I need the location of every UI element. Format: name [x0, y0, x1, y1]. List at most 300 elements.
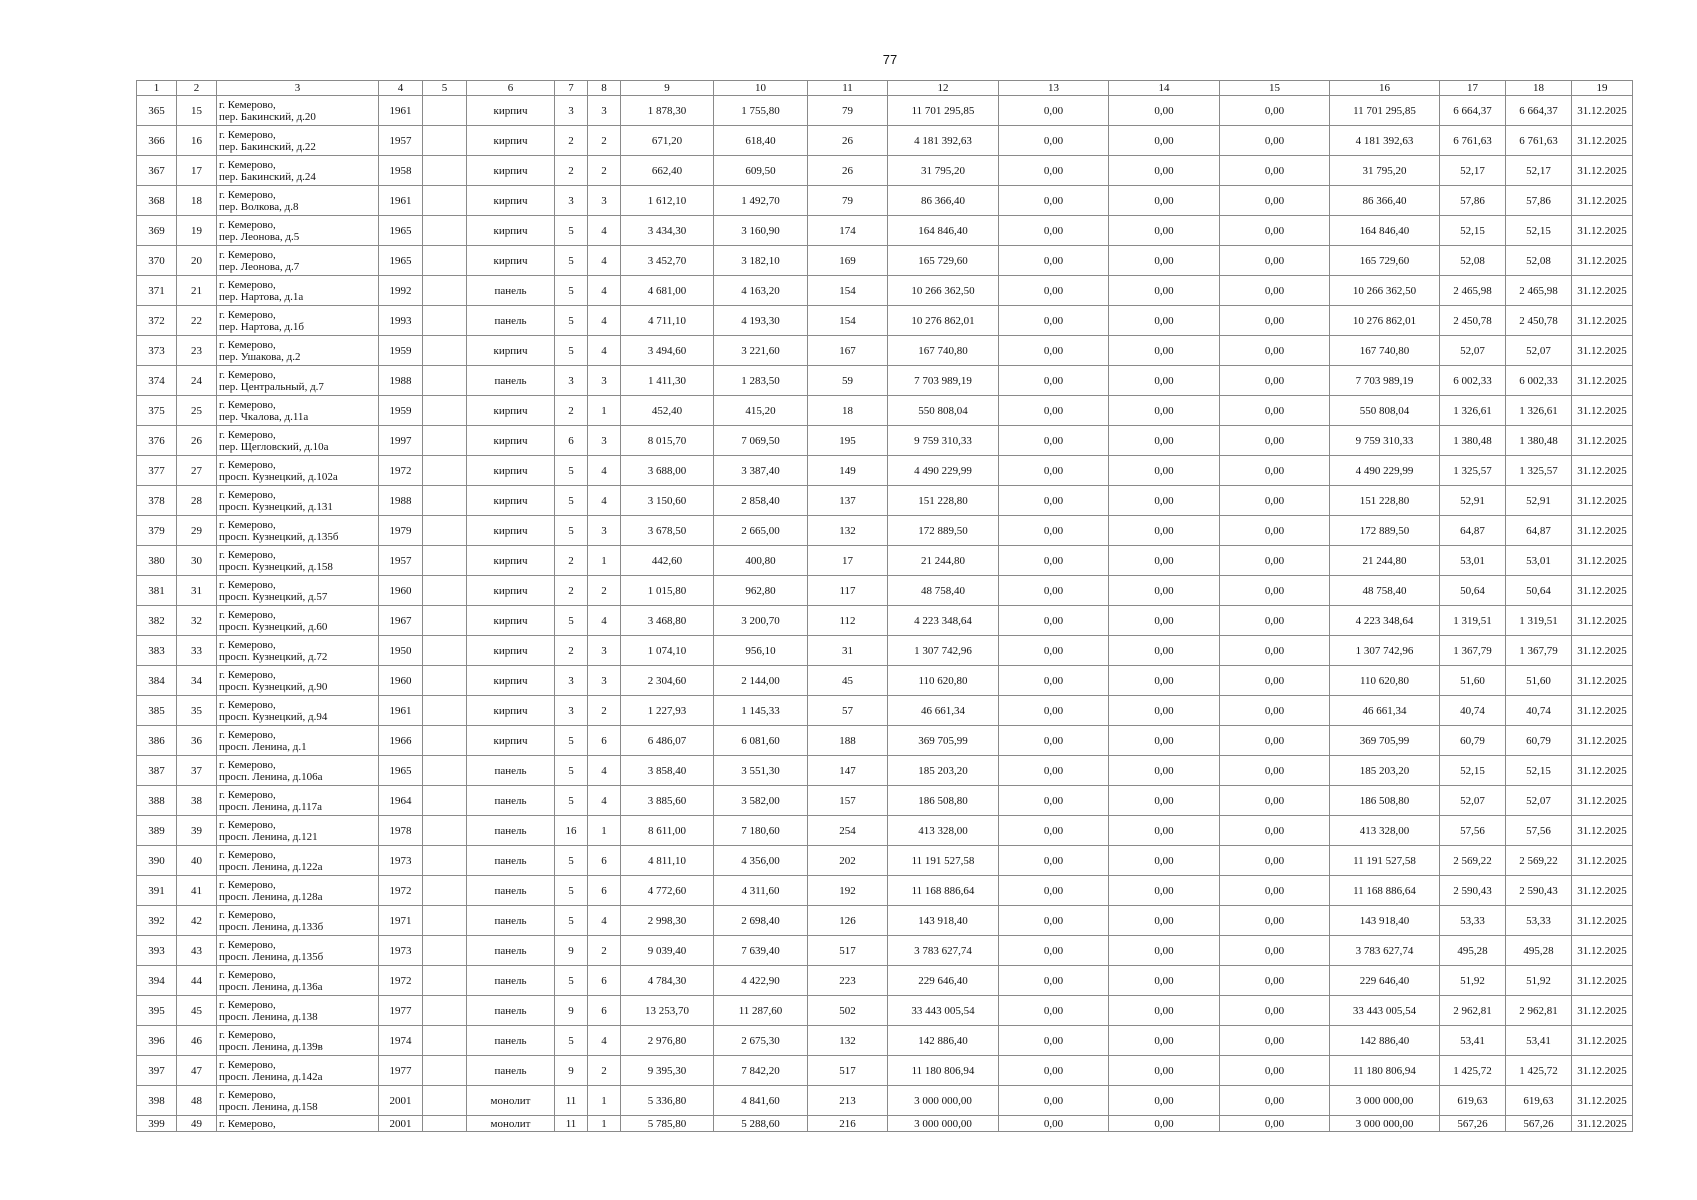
- table-row: [137, 516, 1633, 546]
- col5-cell: [423, 396, 467, 426]
- col5-cell: [423, 1026, 467, 1056]
- table-row: [137, 576, 1633, 606]
- col14-cell: 0,00: [1109, 1086, 1220, 1116]
- col13-cell: 0,00: [999, 186, 1109, 216]
- date-cell: 31.12.2025: [1572, 216, 1633, 246]
- living-area-cell: 400,80: [714, 546, 808, 576]
- entrances-cell: 1: [588, 396, 621, 426]
- address-cell: [217, 456, 379, 486]
- living-area-cell: 1 145,33: [714, 696, 808, 726]
- col14-cell: 0,00: [1109, 486, 1220, 516]
- col13-cell: 0,00: [999, 96, 1109, 126]
- local-number-cell: 15: [177, 96, 217, 126]
- col15-cell: 0,00: [1220, 486, 1330, 516]
- houses-table: [136, 80, 1633, 1132]
- address-cell: [217, 486, 379, 516]
- row-number-cell: 380: [137, 546, 177, 576]
- material-cell: кирпич: [467, 546, 555, 576]
- col13-cell: 0,00: [999, 1116, 1109, 1132]
- row-number-cell: 378: [137, 486, 177, 516]
- total-cost-cell: 1 307 742,96: [888, 636, 999, 666]
- total-area-cell: 4 811,10: [621, 846, 714, 876]
- total-area-cell: 1 074,10: [621, 636, 714, 666]
- address-street: просп. Ленина, д.117а: [219, 800, 323, 813]
- living-area-cell: 4 193,30: [714, 306, 808, 336]
- address-cell: [217, 426, 379, 456]
- date-cell: 31.12.2025: [1572, 1086, 1633, 1116]
- col13-cell: 0,00: [999, 546, 1109, 576]
- total-area-cell: 3 885,60: [621, 786, 714, 816]
- col15-cell: 0,00: [1220, 1056, 1330, 1086]
- material-cell: панель: [467, 306, 555, 336]
- material-cell: панель: [467, 1056, 555, 1086]
- year-cell: 1997: [379, 426, 423, 456]
- entrances-cell: 1: [588, 816, 621, 846]
- col15-cell: 0,00: [1220, 336, 1330, 366]
- local-number-cell: 34: [177, 666, 217, 696]
- col16-cell: 10 266 362,50: [1330, 276, 1440, 306]
- floors-cell: 2: [555, 126, 588, 156]
- total-cost-cell: 10 266 362,50: [888, 276, 999, 306]
- date-cell: 31.12.2025: [1572, 1056, 1633, 1086]
- table-row: [137, 996, 1633, 1026]
- local-number-cell: 36: [177, 726, 217, 756]
- local-number-cell: 42: [177, 906, 217, 936]
- year-cell: 1988: [379, 366, 423, 396]
- address-cell: [217, 936, 379, 966]
- total-cost-cell: 7 703 989,19: [888, 366, 999, 396]
- column-number-7: 7: [555, 81, 588, 96]
- floors-cell: 2: [555, 636, 588, 666]
- residents-cell: 157: [808, 786, 888, 816]
- total-cost-cell: 143 918,40: [888, 906, 999, 936]
- column-number-row: [137, 81, 1633, 96]
- unit-cost-cell: 51,92: [1440, 966, 1506, 996]
- date-cell: 31.12.2025: [1572, 366, 1633, 396]
- unit-cost-cell: 40,74: [1440, 696, 1506, 726]
- address-city: г. Кемерово,: [219, 818, 276, 831]
- year-cell: 1965: [379, 216, 423, 246]
- total-area-cell: 3 468,80: [621, 606, 714, 636]
- address-street: просп. Ленина, д.138: [219, 1010, 318, 1023]
- address-city: г. Кемерово,: [219, 1028, 276, 1041]
- address-city: г. Кемерово,: [219, 278, 276, 291]
- year-cell: 1964: [379, 786, 423, 816]
- date-cell: 31.12.2025: [1572, 786, 1633, 816]
- row-number-cell: 384: [137, 666, 177, 696]
- living-area-cell: 3 387,40: [714, 456, 808, 486]
- limit-cost-cell: 64,87: [1506, 516, 1572, 546]
- local-number-cell: 22: [177, 306, 217, 336]
- col15-cell: 0,00: [1220, 606, 1330, 636]
- column-number-8: 8: [588, 81, 621, 96]
- table-row: [137, 786, 1633, 816]
- year-cell: 1959: [379, 396, 423, 426]
- residents-cell: 31: [808, 636, 888, 666]
- address-street: просп. Ленина, д.121: [219, 830, 318, 843]
- row-number-cell: 372: [137, 306, 177, 336]
- year-cell: 1977: [379, 996, 423, 1026]
- material-cell: кирпич: [467, 426, 555, 456]
- col5-cell: [423, 546, 467, 576]
- total-area-cell: 1 878,30: [621, 96, 714, 126]
- limit-cost-cell: 51,60: [1506, 666, 1572, 696]
- address-cell: [217, 576, 379, 606]
- local-number-cell: 47: [177, 1056, 217, 1086]
- entrances-cell: 4: [588, 306, 621, 336]
- local-number-cell: 39: [177, 816, 217, 846]
- unit-cost-cell: 1 326,61: [1440, 396, 1506, 426]
- year-cell: 1958: [379, 156, 423, 186]
- column-number-6: 6: [467, 81, 555, 96]
- limit-cost-cell: 1 380,48: [1506, 426, 1572, 456]
- local-number-cell: 20: [177, 246, 217, 276]
- col14-cell: 0,00: [1109, 1026, 1220, 1056]
- residents-cell: 169: [808, 246, 888, 276]
- material-cell: панель: [467, 906, 555, 936]
- total-area-cell: 3 434,30: [621, 216, 714, 246]
- col14-cell: 0,00: [1109, 876, 1220, 906]
- col14-cell: 0,00: [1109, 216, 1220, 246]
- residents-cell: 223: [808, 966, 888, 996]
- local-number-cell: 45: [177, 996, 217, 1026]
- address-city: г. Кемерово,: [219, 968, 276, 981]
- limit-cost-cell: 52,15: [1506, 756, 1572, 786]
- date-cell: 31.12.2025: [1572, 546, 1633, 576]
- address-city: г. Кемерово,: [219, 458, 276, 471]
- col15-cell: 0,00: [1220, 1116, 1330, 1132]
- local-number-cell: 17: [177, 156, 217, 186]
- unit-cost-cell: 1 319,51: [1440, 606, 1506, 636]
- column-number-3: 3: [217, 81, 379, 96]
- col13-cell: 0,00: [999, 636, 1109, 666]
- address-street: пер. Щегловский, д.10а: [219, 440, 329, 453]
- living-area-cell: 4 422,90: [714, 966, 808, 996]
- col14-cell: 0,00: [1109, 936, 1220, 966]
- col14-cell: 0,00: [1109, 906, 1220, 936]
- material-cell: панель: [467, 786, 555, 816]
- col14-cell: 0,00: [1109, 786, 1220, 816]
- column-number-2: 2: [177, 81, 217, 96]
- row-number-cell: 368: [137, 186, 177, 216]
- address-cell: [217, 1116, 379, 1132]
- living-area-cell: 3 582,00: [714, 786, 808, 816]
- address-cell: [217, 696, 379, 726]
- date-cell: 31.12.2025: [1572, 636, 1633, 666]
- table-row: [137, 726, 1633, 756]
- row-number-cell: 391: [137, 876, 177, 906]
- col13-cell: 0,00: [999, 1056, 1109, 1086]
- date-cell: 31.12.2025: [1572, 606, 1633, 636]
- unit-cost-cell: 2 590,43: [1440, 876, 1506, 906]
- local-number-cell: 40: [177, 846, 217, 876]
- total-cost-cell: 11 701 295,85: [888, 96, 999, 126]
- col13-cell: 0,00: [999, 966, 1109, 996]
- address-city: г. Кемерово,: [219, 698, 276, 711]
- residents-cell: 59: [808, 366, 888, 396]
- col15-cell: 0,00: [1220, 816, 1330, 846]
- floors-cell: 5: [555, 966, 588, 996]
- floors-cell: 5: [555, 606, 588, 636]
- unit-cost-cell: 2 450,78: [1440, 306, 1506, 336]
- unit-cost-cell: 1 367,79: [1440, 636, 1506, 666]
- col15-cell: 0,00: [1220, 546, 1330, 576]
- col5-cell: [423, 516, 467, 546]
- total-cost-cell: 413 328,00: [888, 816, 999, 846]
- col15-cell: 0,00: [1220, 756, 1330, 786]
- floors-cell: 5: [555, 786, 588, 816]
- date-cell: 31.12.2025: [1572, 1026, 1633, 1056]
- total-cost-cell: 9 759 310,33: [888, 426, 999, 456]
- total-area-cell: 2 976,80: [621, 1026, 714, 1056]
- living-area-cell: 4 163,20: [714, 276, 808, 306]
- address-city: г. Кемерово,: [219, 1058, 276, 1071]
- material-cell: монолит: [467, 1086, 555, 1116]
- address-street: просп. Кузнецкий, д.158: [219, 560, 333, 573]
- residents-cell: 45: [808, 666, 888, 696]
- floors-cell: 16: [555, 816, 588, 846]
- col14-cell: 0,00: [1109, 606, 1220, 636]
- date-cell: 31.12.2025: [1572, 486, 1633, 516]
- limit-cost-cell: 2 569,22: [1506, 846, 1572, 876]
- residents-cell: 154: [808, 276, 888, 306]
- col16-cell: 3 000 000,00: [1330, 1086, 1440, 1116]
- year-cell: 1973: [379, 936, 423, 966]
- entrances-cell: 4: [588, 486, 621, 516]
- col16-cell: 1 307 742,96: [1330, 636, 1440, 666]
- year-cell: 1967: [379, 606, 423, 636]
- col14-cell: 0,00: [1109, 966, 1220, 996]
- material-cell: панель: [467, 1026, 555, 1056]
- total-cost-cell: 4 223 348,64: [888, 606, 999, 636]
- date-cell: 31.12.2025: [1572, 276, 1633, 306]
- col14-cell: 0,00: [1109, 186, 1220, 216]
- col14-cell: 0,00: [1109, 546, 1220, 576]
- total-area-cell: 13 253,70: [621, 996, 714, 1026]
- limit-cost-cell: 619,63: [1506, 1086, 1572, 1116]
- col13-cell: 0,00: [999, 246, 1109, 276]
- col16-cell: 33 443 005,54: [1330, 996, 1440, 1026]
- living-area-cell: 1 283,50: [714, 366, 808, 396]
- col16-cell: 4 181 392,63: [1330, 126, 1440, 156]
- address-city: г. Кемерово,: [219, 998, 276, 1011]
- col14-cell: 0,00: [1109, 126, 1220, 156]
- unit-cost-cell: 53,33: [1440, 906, 1506, 936]
- unit-cost-cell: 53,01: [1440, 546, 1506, 576]
- material-cell: кирпич: [467, 126, 555, 156]
- col5-cell: [423, 666, 467, 696]
- year-cell: 1960: [379, 576, 423, 606]
- address-street: пер. Нартова, д.1б: [219, 320, 304, 333]
- unit-cost-cell: 1 425,72: [1440, 1056, 1506, 1086]
- column-number-13: 13: [999, 81, 1109, 96]
- col5-cell: [423, 456, 467, 486]
- total-cost-cell: 46 661,34: [888, 696, 999, 726]
- total-area-cell: 4 681,00: [621, 276, 714, 306]
- col5-cell: [423, 1116, 467, 1132]
- living-area-cell: 4 841,60: [714, 1086, 808, 1116]
- col13-cell: 0,00: [999, 426, 1109, 456]
- col5-cell: [423, 426, 467, 456]
- col15-cell: 0,00: [1220, 696, 1330, 726]
- date-cell: 31.12.2025: [1572, 516, 1633, 546]
- floors-cell: 3: [555, 696, 588, 726]
- address-street: пер. Ушакова, д.2: [219, 350, 301, 363]
- material-cell: кирпич: [467, 96, 555, 126]
- row-number-cell: 370: [137, 246, 177, 276]
- column-number-9: 9: [621, 81, 714, 96]
- col13-cell: 0,00: [999, 576, 1109, 606]
- col15-cell: 0,00: [1220, 246, 1330, 276]
- entrances-cell: 4: [588, 216, 621, 246]
- entrances-cell: 4: [588, 906, 621, 936]
- table-row: [137, 216, 1633, 246]
- local-number-cell: 44: [177, 966, 217, 996]
- residents-cell: 192: [808, 876, 888, 906]
- address-city: г. Кемерово,: [219, 218, 276, 231]
- material-cell: кирпич: [467, 186, 555, 216]
- address-city: г. Кемерово,: [219, 548, 276, 561]
- material-cell: панель: [467, 816, 555, 846]
- total-cost-cell: 110 620,80: [888, 666, 999, 696]
- entrances-cell: 3: [588, 636, 621, 666]
- column-number-10: 10: [714, 81, 808, 96]
- row-number-cell: 376: [137, 426, 177, 456]
- col14-cell: 0,00: [1109, 816, 1220, 846]
- total-cost-cell: 185 203,20: [888, 756, 999, 786]
- table-row: [137, 366, 1633, 396]
- row-number-cell: 387: [137, 756, 177, 786]
- address-street: просп. Кузнецкий, д.57: [219, 590, 328, 603]
- entrances-cell: 4: [588, 276, 621, 306]
- material-cell: кирпич: [467, 516, 555, 546]
- year-cell: 1979: [379, 516, 423, 546]
- col16-cell: 142 886,40: [1330, 1026, 1440, 1056]
- col5-cell: [423, 606, 467, 636]
- col14-cell: 0,00: [1109, 1056, 1220, 1086]
- residents-cell: 117: [808, 576, 888, 606]
- address-cell: [217, 546, 379, 576]
- col13-cell: 0,00: [999, 846, 1109, 876]
- total-cost-cell: 369 705,99: [888, 726, 999, 756]
- entrances-cell: 3: [588, 96, 621, 126]
- unit-cost-cell: 567,26: [1440, 1116, 1506, 1132]
- total-area-cell: 1 227,93: [621, 696, 714, 726]
- material-cell: кирпич: [467, 156, 555, 186]
- local-number-cell: 32: [177, 606, 217, 636]
- address-street: пер. Нартова, д.1а: [219, 290, 304, 303]
- address-street: просп. Ленина, д.142а: [219, 1070, 323, 1083]
- residents-cell: 112: [808, 606, 888, 636]
- col15-cell: 0,00: [1220, 996, 1330, 1026]
- col15-cell: 0,00: [1220, 1086, 1330, 1116]
- col15-cell: 0,00: [1220, 306, 1330, 336]
- total-cost-cell: 186 508,80: [888, 786, 999, 816]
- local-number-cell: 18: [177, 186, 217, 216]
- living-area-cell: 1 492,70: [714, 186, 808, 216]
- living-area-cell: 3 551,30: [714, 756, 808, 786]
- local-number-cell: 37: [177, 756, 217, 786]
- col5-cell: [423, 696, 467, 726]
- limit-cost-cell: 1 367,79: [1506, 636, 1572, 666]
- col15-cell: 0,00: [1220, 846, 1330, 876]
- residents-cell: 17: [808, 546, 888, 576]
- total-area-cell: 4 772,60: [621, 876, 714, 906]
- date-cell: 31.12.2025: [1572, 876, 1633, 906]
- total-area-cell: 4 711,10: [621, 306, 714, 336]
- col16-cell: 9 759 310,33: [1330, 426, 1440, 456]
- unit-cost-cell: 52,91: [1440, 486, 1506, 516]
- col16-cell: 413 328,00: [1330, 816, 1440, 846]
- col13-cell: 0,00: [999, 216, 1109, 246]
- date-cell: 31.12.2025: [1572, 696, 1633, 726]
- address-street: просп. Кузнецкий, д.94: [219, 710, 328, 723]
- total-area-cell: 8 015,70: [621, 426, 714, 456]
- col16-cell: 3 000 000,00: [1330, 1116, 1440, 1132]
- date-cell: 31.12.2025: [1572, 996, 1633, 1026]
- year-cell: 1992: [379, 276, 423, 306]
- col16-cell: 11 168 886,64: [1330, 876, 1440, 906]
- table-row: [137, 426, 1633, 456]
- limit-cost-cell: 6 664,37: [1506, 96, 1572, 126]
- table-row: [137, 336, 1633, 366]
- material-cell: кирпич: [467, 336, 555, 366]
- total-cost-cell: 4 181 392,63: [888, 126, 999, 156]
- address-street: просп. Кузнецкий, д.72: [219, 650, 328, 663]
- address-cell: [217, 306, 379, 336]
- table-row: [137, 846, 1633, 876]
- address-cell: [217, 216, 379, 246]
- limit-cost-cell: 2 465,98: [1506, 276, 1572, 306]
- entrances-cell: 4: [588, 336, 621, 366]
- floors-cell: 11: [555, 1116, 588, 1132]
- col15-cell: 0,00: [1220, 786, 1330, 816]
- col5-cell: [423, 186, 467, 216]
- residents-cell: 216: [808, 1116, 888, 1132]
- address-cell: [217, 336, 379, 366]
- total-area-cell: 9 395,30: [621, 1056, 714, 1086]
- row-number-cell: 394: [137, 966, 177, 996]
- address-street: просп. Ленина, д.106а: [219, 770, 323, 783]
- col5-cell: [423, 246, 467, 276]
- col15-cell: 0,00: [1220, 726, 1330, 756]
- limit-cost-cell: 495,28: [1506, 936, 1572, 966]
- residents-cell: 137: [808, 486, 888, 516]
- table-row: [137, 276, 1633, 306]
- entrances-cell: 3: [588, 426, 621, 456]
- unit-cost-cell: 6 664,37: [1440, 96, 1506, 126]
- col15-cell: 0,00: [1220, 906, 1330, 936]
- col5-cell: [423, 726, 467, 756]
- address-city: г. Кемерово,: [219, 848, 276, 861]
- floors-cell: 2: [555, 576, 588, 606]
- address-street: просп. Ленина, д.135б: [219, 950, 324, 963]
- material-cell: панель: [467, 846, 555, 876]
- address-cell: [217, 186, 379, 216]
- date-cell: 31.12.2025: [1572, 816, 1633, 846]
- date-cell: 31.12.2025: [1572, 426, 1633, 456]
- year-cell: 1993: [379, 306, 423, 336]
- col15-cell: 0,00: [1220, 516, 1330, 546]
- address-street: пер. Леонова, д.5: [219, 230, 300, 243]
- col5-cell: [423, 336, 467, 366]
- limit-cost-cell: 52,07: [1506, 786, 1572, 816]
- table-row: [137, 156, 1633, 186]
- floors-cell: 5: [555, 726, 588, 756]
- date-cell: 31.12.2025: [1572, 156, 1633, 186]
- year-cell: 1960: [379, 666, 423, 696]
- total-area-cell: 4 784,30: [621, 966, 714, 996]
